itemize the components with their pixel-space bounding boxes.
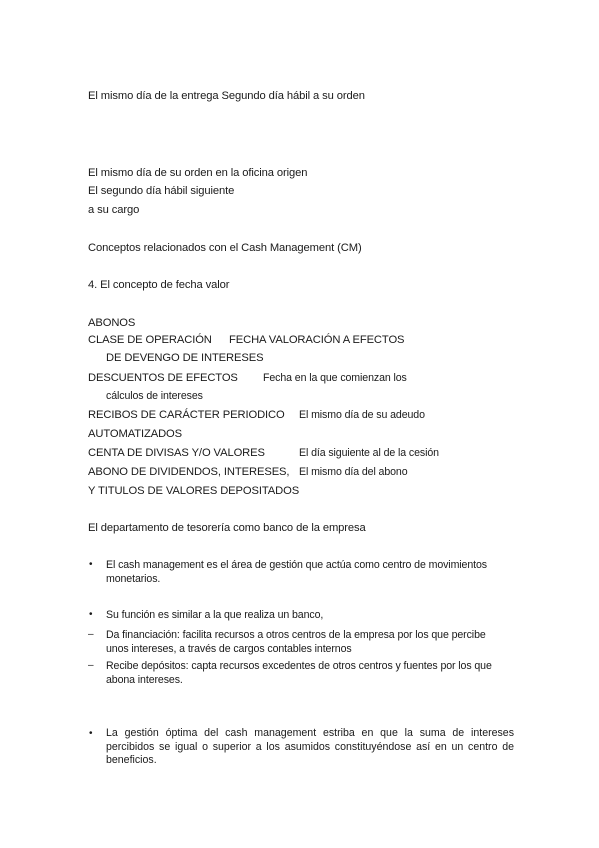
heading-abonos: ABONOS <box>88 317 136 329</box>
text-line-segundo-dia: El segundo día hábil siguiente <box>88 185 235 197</box>
table-cell-descuentos-valor-cont: cálculos de intereses <box>106 390 203 402</box>
text-line-su-cargo: a su cargo <box>88 204 140 216</box>
dash-marker: – <box>88 629 94 640</box>
table-cell-dividendos: ABONO DE DIVIDENDOS, INTERESES, <box>88 466 290 478</box>
dash-text-line: Recibe depósitos: capta recursos excedentes de otros centros y fuentes por los que <box>106 660 492 672</box>
table-cell-dividendos-valor: El mismo día del abono <box>299 466 408 478</box>
table-cell-recibos-cont: AUTOMATIZADOS <box>88 428 183 440</box>
text-line-entrega: El mismo día de la entrega Segundo día hábil a su orden <box>88 90 365 102</box>
bullet-marker: • <box>89 559 93 570</box>
heading-cash-management: Conceptos relacionados con el Cash Management (CM) <box>88 242 362 254</box>
text-line-orden: El mismo día de su orden en la oficina origen <box>88 167 308 179</box>
table-cell-dividendos-cont: Y TITULOS DE VALORES DEPOSITADOS <box>88 485 300 497</box>
dash-marker: – <box>88 660 94 671</box>
bullet-text-line: monetarios. <box>106 573 161 585</box>
bullet-paragraph: La gestión óptima del cash management estriba en que la suma de intereses percibidos se igual o superior a los asumidos constituyéndose así en un centro de beneficios. <box>106 727 514 766</box>
table-cell-divisas-valor: El día siguiente al de la cesión <box>299 447 439 459</box>
section-title-tesoreria: El departamento de tesorería como banco de la empresa <box>88 522 366 534</box>
table-header-valoracion-cont: DE DEVENGO DE INTERESES <box>106 352 264 364</box>
table-header-operacion: CLASE DE OPERACIÓN <box>88 334 212 346</box>
dash-text-line: Da financiación: facilita recursos a otros centros de la empresa por los que percibe <box>106 629 486 641</box>
table-cell-recibos-valor: El mismo día de su adeudo <box>299 409 425 421</box>
dash-text-line: unos intereses, a través de cargos contables internos <box>106 643 352 655</box>
table-header-valoracion: FECHA VALORACIÓN A EFECTOS <box>229 334 405 346</box>
table-cell-divisas: CENTA DE DIVISAS Y/O VALORES <box>88 447 265 459</box>
bullet-marker: • <box>89 609 93 620</box>
bullet-text-line: Su función es similar a la que realiza un banco, <box>106 609 324 621</box>
table-cell-descuentos: DESCUENTOS DE EFECTOS <box>88 372 238 384</box>
table-cell-recibos: RECIBOS DE CARÁCTER PERIODICO <box>88 409 285 421</box>
heading-fecha-valor: 4. El concepto de fecha valor <box>88 279 230 291</box>
bullet-marker: • <box>89 728 93 739</box>
dash-text-line: abona intereses. <box>106 674 183 686</box>
table-cell-descuentos-valor: Fecha en la que comienzan los <box>263 372 407 384</box>
bullet-text-line: El cash management es el área de gestión que actúa como centro de movimientos <box>106 559 487 571</box>
